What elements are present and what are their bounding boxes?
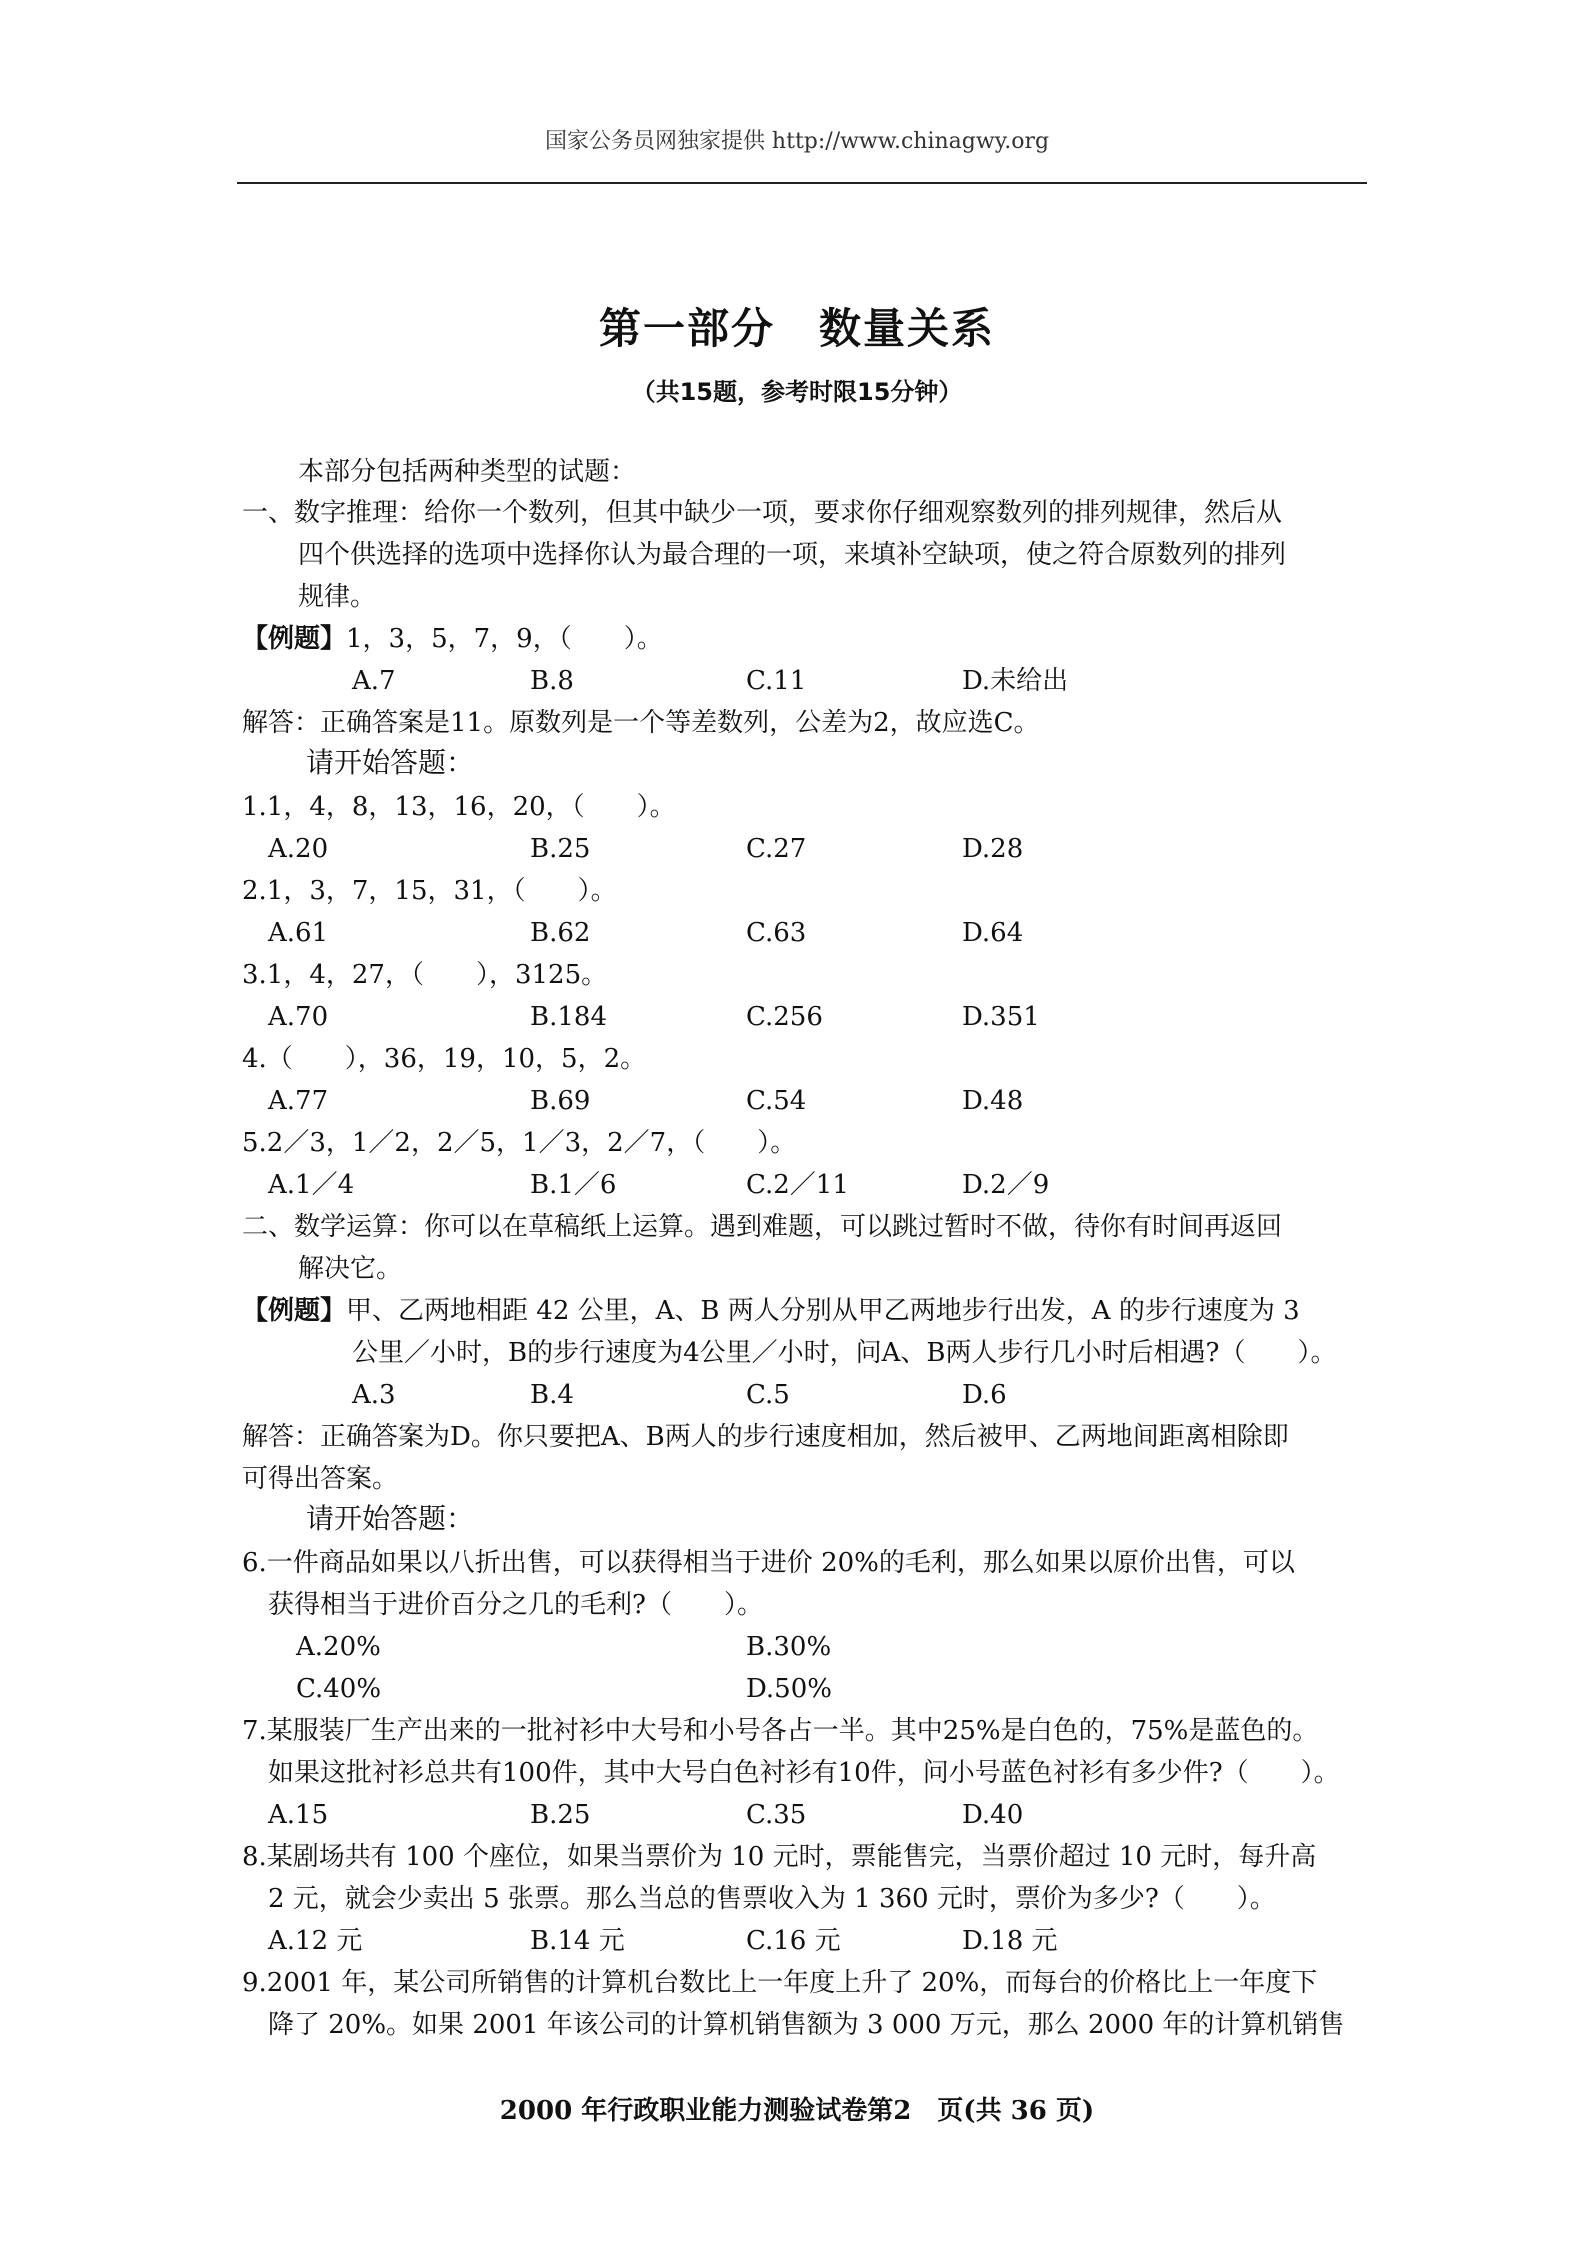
q1-option-d: D.28 [962,834,1024,864]
q6-option-d: D.50% [746,1674,832,1704]
header-divider [237,182,1367,184]
example2-text: 甲、乙两地相距 42 公里，A、B 两人分别从甲乙两地步行出发，A 的步行速度为 3 [346,1296,1300,1326]
page-footer: 2000 年行政职业能力测验试卷第2 页(共 36 页) [499,2096,1095,2126]
q1-option-b: B.25 [530,834,591,864]
part2-answer-line2: 可得出答案。 [242,1464,399,1494]
part1-line2: 四个供选择的选项中选择你认为最合理的一项，来填补空缺项，使之符合原数列的排列 [298,540,1287,570]
q2-option-d: D.64 [962,918,1024,948]
part1-answer: 解答：正确答案是11。原数列是一个等差数列，公差为2，故应选C。 [242,708,1040,738]
q5-option-b: B.1／6 [530,1170,617,1200]
question-7-line2: 如果这批衬衫总共有100件，其中大号白色衬衫有10件，问小号蓝色衬衫有多少件?（ ）。 [268,1758,1340,1788]
q8-option-d: D.18 元 [962,1926,1058,1956]
section-subtitle: （共15题，参考时限15分钟） [631,378,963,406]
example2-option-a: A.3 [352,1380,396,1410]
part2-example [242,1294,1300,1328]
question-1: 1.1，4，8，13，16，20，（ ）。 [242,792,676,822]
question-7-line1: 7.某服装厂生产出来的一批衬衫中大号和小号各占一半。其中25%是白色的，75%是蓝色的。 [242,1716,1319,1746]
q3-option-c: C.256 [746,1002,823,1032]
example-option-d: D.未给出 [962,666,1069,696]
q5-option-d: D.2／9 [962,1170,1050,1200]
q2-option-b: B.62 [530,918,591,948]
q6-option-c: C.40% [296,1674,382,1704]
q4-option-d: D.48 [962,1086,1024,1116]
q5-option-c: C.2／11 [746,1170,849,1200]
q7-option-d: D.40 [962,1800,1024,1830]
example2-option-b: B.4 [530,1380,574,1410]
q7-option-a: A.15 [268,1800,329,1830]
q6-option-a: A.20% [296,1632,381,1662]
part2-line2: 解决它。 [298,1254,403,1284]
q7-option-b: B.25 [530,1800,591,1830]
intro-text: 本部分包括两种类型的试题： [298,457,637,487]
question-2: 2.1，3，7，15，31，（ ）。 [242,876,617,906]
q8-option-c: C.16 元 [746,1926,841,1956]
q2-option-a: A.61 [268,918,329,948]
example-option-a: A.7 [352,666,396,696]
part1-example [242,622,663,656]
question-9-line1: 9.2001 年，某公司所销售的计算机台数比上一年度上升了 20%，而每台的价格比上一年度下 [242,1968,1318,1998]
example-label: 【例题】 [242,624,347,654]
example2-label: 【例题】 [242,1296,347,1326]
question-4: 4.（ ），36，19，10，5，2。 [242,1044,647,1074]
part2-start: 请开始答题： [306,1502,475,1535]
page-header: 国家公务员网独家提供 http://www.chinagwy.org [544,129,1050,154]
q4-option-c: C.54 [746,1086,807,1116]
example-option-c: C.11 [746,666,807,696]
part1-line1: 一、数字推理：给你一个数列，但其中缺少一项，要求你仔细观察数列的排列规律，然后从 [242,498,1283,528]
question-9-line2: 降了 20%。如果 2001 年该公司的计算机销售额为 3 000 万元，那么 2000 年的计算机销售 [268,2010,1345,2040]
q8-option-b: B.14 元 [530,1926,625,1956]
q1-option-c: C.27 [746,834,807,864]
example-text: 1，3，5，7，9，（ ）。 [346,624,663,654]
q8-option-a: A.12 元 [268,1926,363,1956]
question-3: 3.1，4，27，（ ），3125。 [242,960,608,990]
q1-option-a: A.20 [268,834,329,864]
example2-option-d: D.6 [962,1380,1007,1410]
q2-option-c: C.63 [746,918,807,948]
q6-option-b: B.30% [746,1632,832,1662]
q3-option-d: D.351 [962,1002,1040,1032]
part1-line3: 规律。 [298,582,377,612]
section-title: 第一部分 数量关系 [598,304,995,353]
question-5: 5.2／3，1／2，2／5，1／3，2／7，（ ）。 [242,1128,797,1158]
example2-option-c: C.5 [746,1380,790,1410]
q5-option-a: A.1／4 [268,1170,355,1200]
question-8-line1: 8.某剧场共有 100 个座位，如果当票价为 10 元时，票能售完，当票价超过 10 元时，每升高 [242,1842,1317,1872]
question-6-line2: 获得相当于进价百分之几的毛利?（ ）。 [268,1590,763,1620]
q3-option-b: B.184 [530,1002,607,1032]
q7-option-c: C.35 [746,1800,807,1830]
part1-start: 请开始答题： [306,746,475,779]
example-option-b: B.8 [530,666,574,696]
q4-option-b: B.69 [530,1086,591,1116]
q4-option-a: A.77 [268,1086,329,1116]
question-6-line1: 6.一件商品如果以八折出售，可以获得相当于进价 20%的毛利，那么如果以原价出售，可以 [242,1548,1295,1578]
part2-line1: 二、数学运算：你可以在草稿纸上运算。遇到难题，可以跳过暂时不做，待你有时间再返回 [242,1212,1283,1242]
question-8-line2: 2 元，就会少卖出 5 张票。那么当总的售票收入为 1 360 元时，票价为多少?（ ）。 [268,1884,1276,1914]
q3-option-a: A.70 [268,1002,329,1032]
part2-example-line2: 公里／小时，B的步行速度为4公里／小时，问A、B两人步行几小时后相遇?（ ）。 [352,1338,1337,1368]
part2-answer-line1: 解答：正确答案为D。你只要把A、B两人的步行速度相加，然后被甲、乙两地间距离相除即 [242,1422,1289,1452]
